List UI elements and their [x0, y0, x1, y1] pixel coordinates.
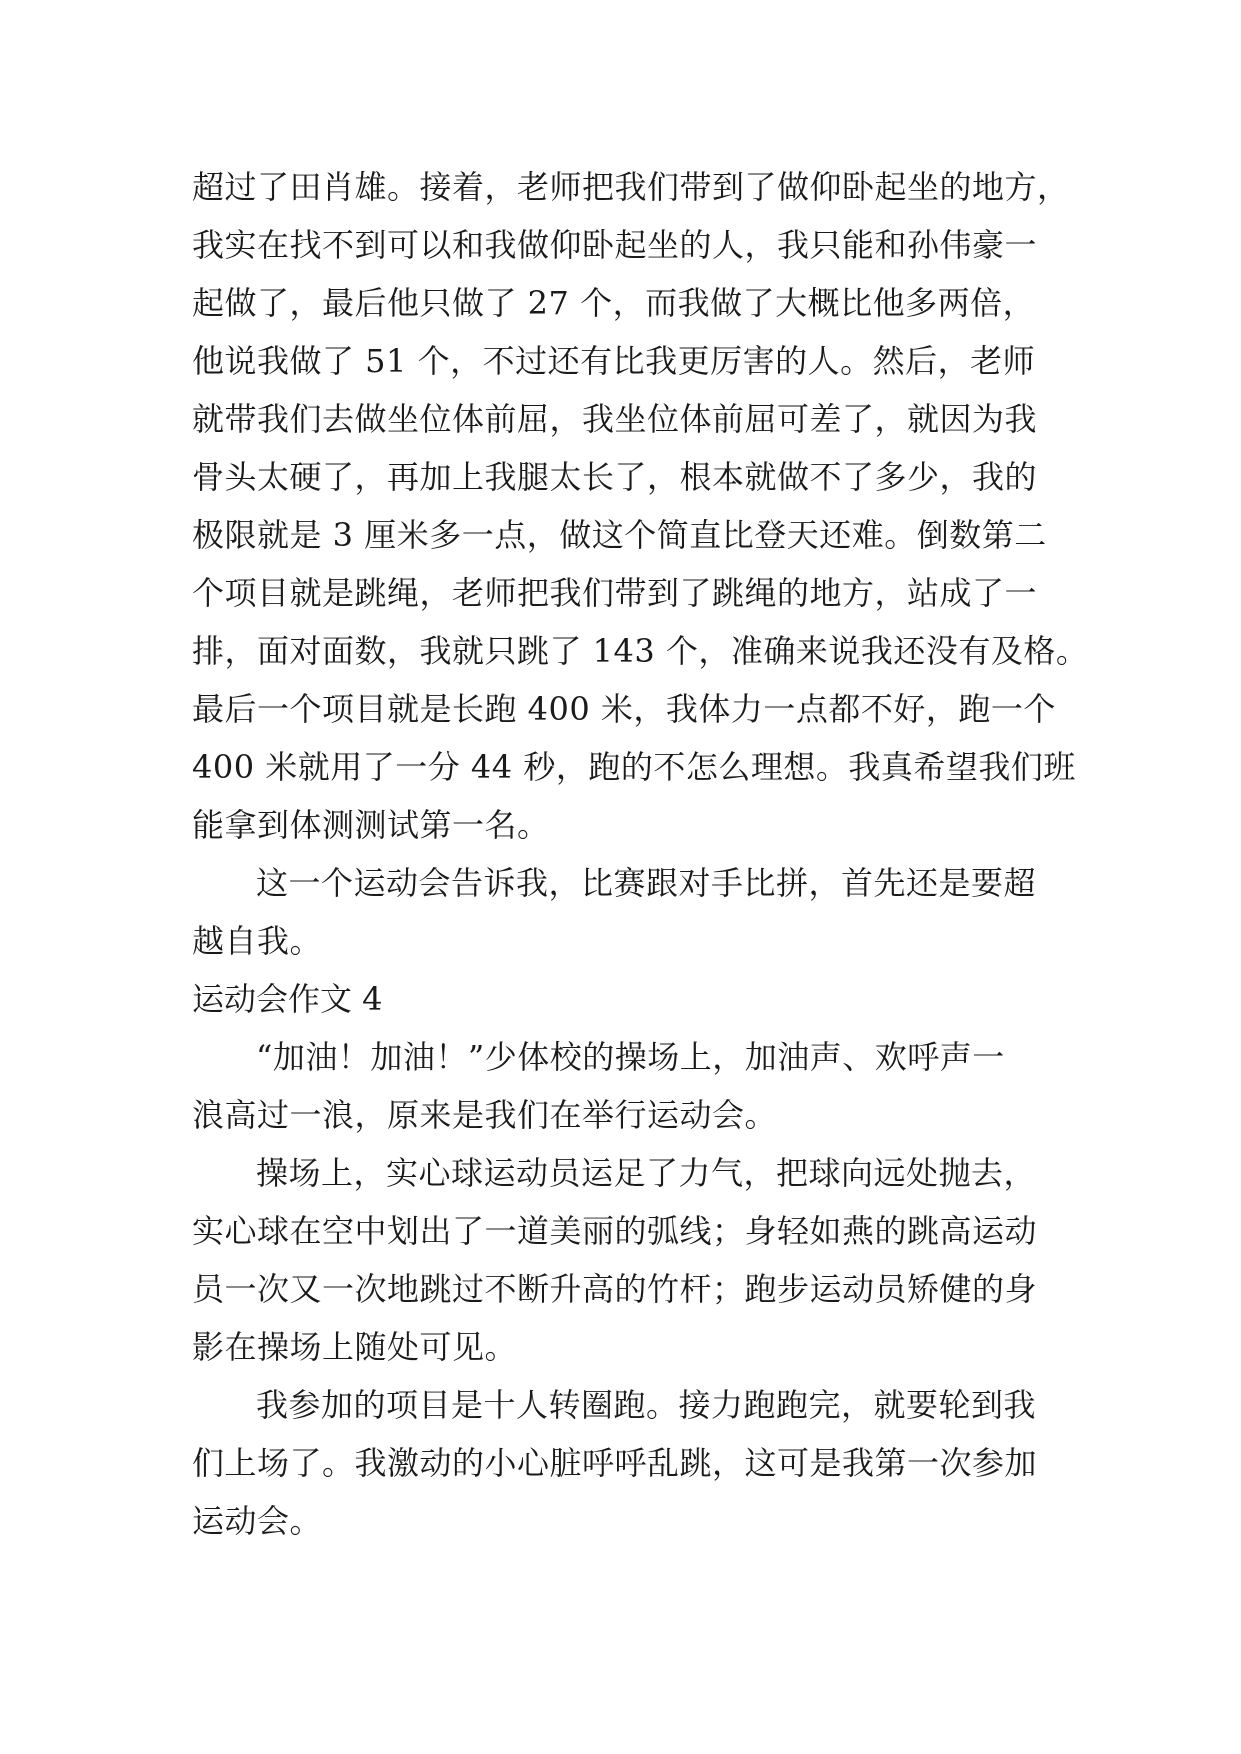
- text-line: 员一次又一次地跳过不断升高的竹杆；跑步运动员矫健的身: [192, 1270, 1038, 1308]
- text-line: “加油！加油！”少体校的操场上，加油声、欢呼声一: [256, 1038, 1005, 1076]
- text-line: 超过了田肖雄。接着，老师把我们带到了做仰卧起坐的地方，: [192, 168, 1070, 206]
- text-line: 越自我。: [192, 922, 323, 960]
- text-line: 运动会。: [192, 1502, 323, 1540]
- paragraph-conclusion: [192, 854, 1052, 970]
- text-line: 起做了，最后他只做了 27 个，而我做了大概比他多两倍，: [192, 284, 1036, 322]
- paragraph-intro: [192, 1028, 1052, 1144]
- text-line: 我实在找不到可以和我做仰卧起坐的人，我只能和孙伟豪一: [192, 226, 1038, 264]
- text-line: 们上场了。我激动的小心脏呼呼乱跳，这可是我第一次参加: [192, 1444, 1038, 1482]
- essay-heading: 运动会作文 4: [192, 980, 383, 1018]
- text-line: 我参加的项目是十人转圈跑。接力跑跑完，就要轮到我: [256, 1386, 1037, 1424]
- document-page: [192, 158, 1089, 1550]
- paragraph-continuation: [192, 158, 1089, 854]
- text-line: 骨头太硬了，再加上我腿太长了，根本就做不了多少，我的: [192, 458, 1038, 496]
- text-line: 极限就是 3 厘米多一点，做这个简直比登天还难。倒数第二: [192, 516, 1047, 554]
- text-line: 能拿到体测测试第一名。: [192, 806, 550, 844]
- text-line: 最后一个项目就是长跑 400 米，我体力一点都不好，跑一个: [192, 690, 1056, 728]
- text-line: 这一个运动会告诉我，比赛跟对手比拼，首先还是要超: [256, 864, 1037, 902]
- paragraph-event: [192, 1376, 1052, 1550]
- text-line: 浪高过一浪，原来是我们在举行运动会。: [192, 1096, 778, 1134]
- text-line: 影在操场上随处可见。: [192, 1328, 518, 1366]
- paragraph-field: [192, 1144, 1052, 1376]
- text-line: 就带我们去做坐位体前屈，我坐位体前屈可差了，就因为我: [192, 400, 1038, 438]
- text-line: 实心球在空中划出了一道美丽的弧线；身轻如燕的跳高运动: [192, 1212, 1038, 1250]
- text-line: 他说我做了 51 个，不过还有比我更厉害的人。然后，老师: [192, 342, 1036, 380]
- text-line: 400 米就用了一分 44 秒，跑的不怎么理想。我真希望我们班: [192, 748, 1076, 786]
- text-line: 个项目就是跳绳，老师把我们带到了跳绳的地方，站成了一: [192, 574, 1038, 612]
- text-line: 操场上，实心球运动员运足了力气，把球向远处抛去，: [256, 1154, 1037, 1192]
- text-line: 排，面对面数，我就只跳了 143 个，准确来说我还没有及格。: [192, 632, 1089, 670]
